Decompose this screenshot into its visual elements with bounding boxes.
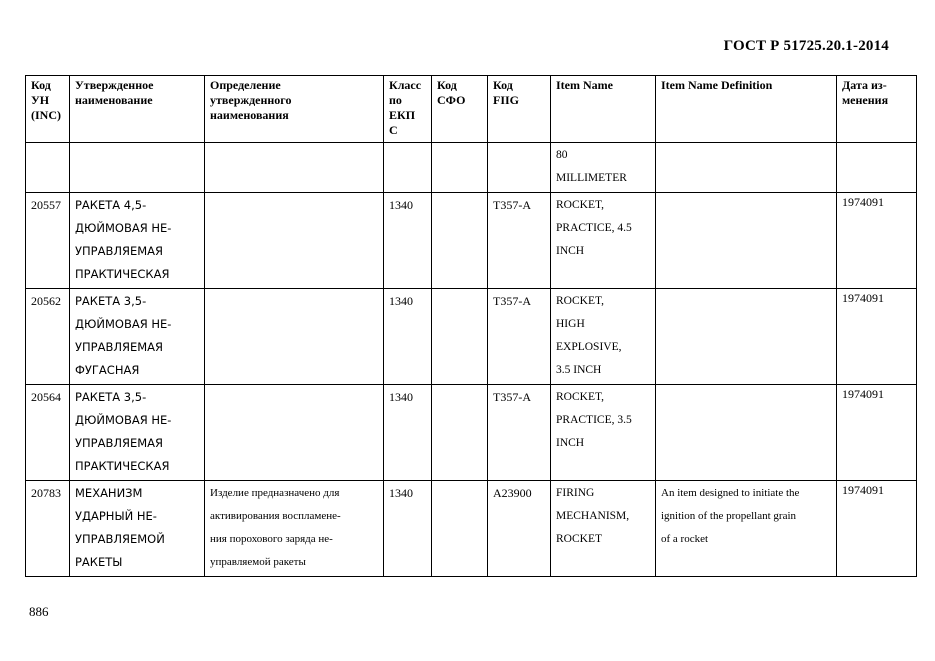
- cell-class: 1340: [384, 289, 432, 385]
- column-header-name-definition: Определение утвержденного наименования: [205, 76, 384, 143]
- cell-approved-name: РАКЕТА 3,5- ДЮЙМОВАЯ НЕ- УПРАВЛЯЕМАЯ ФУГАСНАЯ: [70, 289, 205, 385]
- table-row: [26, 289, 917, 385]
- cell-item-definition: [656, 289, 837, 385]
- table-row: [26, 481, 917, 577]
- cell-inc: 20564: [26, 385, 70, 481]
- cell-name-definition: [205, 289, 384, 385]
- column-header-change-date: Дата из- менения: [837, 76, 917, 143]
- cell-name-definition: [205, 385, 384, 481]
- cell-fiig: A23900: [488, 481, 551, 577]
- cell-approved-name: РАКЕТА 3,5- ДЮЙМОВАЯ НЕ- УПРАВЛЯЕМАЯ ПРАКТИЧЕСКАЯ: [70, 385, 205, 481]
- cell-inc: 20562: [26, 289, 70, 385]
- table-row: [26, 143, 917, 193]
- column-header-class: Класс по ЕКП С: [384, 76, 432, 143]
- document-standard-number: ГОСТ Р 51725.20.1-2014: [723, 38, 889, 54]
- cell-approved-name: МЕХАНИЗМ УДАРНЫЙ НЕ- УПРАВЛЯЕМОЙ РАКЕТЫ: [70, 481, 205, 577]
- cell-name-definition: Изделие предназначено для активирования воспламене- ния порохового заряда не- управляемой ракеты: [205, 481, 384, 577]
- cell-fiig: T357-A: [488, 289, 551, 385]
- column-header-sfo: Код СФО: [432, 76, 488, 143]
- cell-item-definition: An item designed to initiate the ignition of the propellant grain of a rocket: [656, 481, 837, 577]
- cell-item-definition: [656, 193, 837, 289]
- column-header-item-name-definition: Item Name Definition: [656, 76, 837, 143]
- cell-item-definition: [656, 385, 837, 481]
- cell-name-definition: [205, 193, 384, 289]
- cell-approved-name: [70, 143, 205, 193]
- cell-sfo: [432, 193, 488, 289]
- cell-class: [384, 143, 432, 193]
- cell-name-definition: [205, 143, 384, 193]
- cell-inc: 20557: [26, 193, 70, 289]
- column-header-item-name: Item Name: [551, 76, 656, 143]
- cell-fiig: [488, 143, 551, 193]
- cell-sfo: [432, 289, 488, 385]
- cell-item-name: ROCKET, HIGH EXPLOSIVE, 3.5 INCH: [551, 289, 656, 385]
- page-number: 886: [29, 604, 49, 619]
- cell-item-name: ROCKET, PRACTICE, 4.5 INCH: [551, 193, 656, 289]
- cell-sfo: [432, 385, 488, 481]
- table-header-row: [26, 76, 917, 143]
- cell-sfo: [432, 143, 488, 193]
- cell-item-name: 80 MILLIMETER: [551, 143, 656, 193]
- table-row: [26, 193, 917, 289]
- cell-class: 1340: [384, 481, 432, 577]
- cell-approved-name: РАКЕТА 4,5- ДЮЙМОВАЯ НЕ- УПРАВЛЯЕМАЯ ПРАКТИЧЕСКАЯ: [70, 193, 205, 289]
- cell-item-name: FIRING MECHANISM, ROCKET: [551, 481, 656, 577]
- cell-change-date: 1974091: [837, 481, 917, 577]
- column-header-inc: Код УН (INC): [26, 76, 70, 143]
- cell-change-date: [837, 143, 917, 193]
- table-row: [26, 385, 917, 481]
- cell-fiig: T357-A: [488, 193, 551, 289]
- cell-inc: 20783: [26, 481, 70, 577]
- cell-class: 1340: [384, 385, 432, 481]
- cell-inc: [26, 143, 70, 193]
- cell-fiig: T357-A: [488, 385, 551, 481]
- cell-change-date: 1974091: [837, 289, 917, 385]
- cell-item-definition: [656, 143, 837, 193]
- cell-sfo: [432, 481, 488, 577]
- classification-table: [25, 75, 917, 577]
- cell-change-date: 1974091: [837, 193, 917, 289]
- cell-class: 1340: [384, 193, 432, 289]
- cell-change-date: 1974091: [837, 385, 917, 481]
- column-header-approved-name: Утвержденное наименование: [70, 76, 205, 143]
- column-header-fiig: Код FIIG: [488, 76, 551, 143]
- cell-item-name: ROCKET, PRACTICE, 3.5 INCH: [551, 385, 656, 481]
